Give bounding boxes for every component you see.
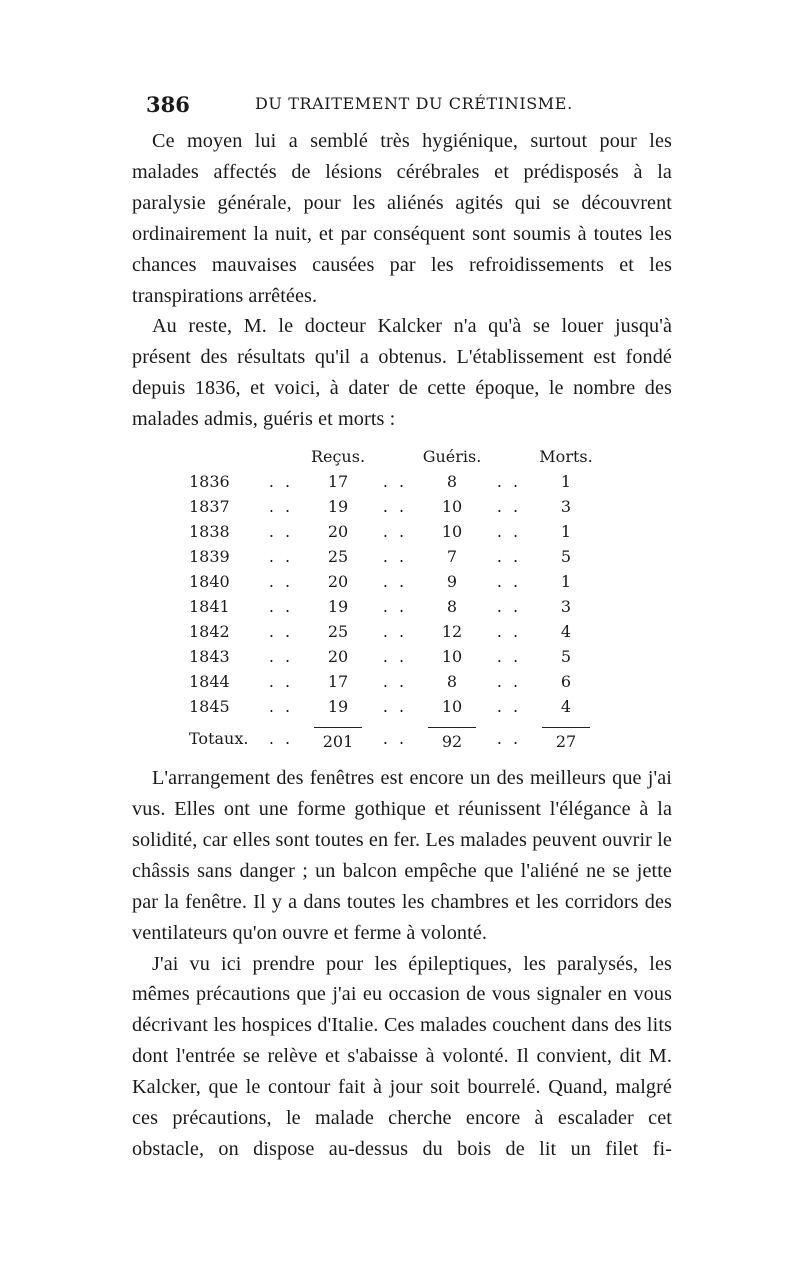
leader-dots: . .: [268, 547, 294, 567]
column-header-recus: Reçus.: [310, 446, 366, 466]
total-morts-cell: [531, 719, 601, 751]
leader-dots: . .: [268, 472, 294, 492]
gueris-value: 8: [446, 597, 458, 617]
year-cell: 1840: [189, 572, 230, 592]
recus-value: 17: [327, 472, 349, 492]
table-row: [189, 669, 601, 694]
leader-dots: . .: [496, 729, 522, 749]
running-title: DU TRAITEMENT DU CRÉTINISME.: [255, 94, 573, 113]
table-row: [189, 694, 601, 719]
page-body: [132, 126, 672, 1165]
leader-dots: . .: [382, 547, 408, 567]
recus-value: 17: [327, 672, 349, 692]
paragraph: Ce moyen lui a semblé très hygiénique, surtout pour les malades affectés de lésions cérébrales et prédisposés à la paralysie générale, pour les aliénés agités qui se découvrent ordinairement la nuit, et par conséquent sont soumis à toutes les chances mauvaises causées par les refroidissements et les transpirations arrêtées.: [132, 130, 672, 307]
leader-dots: . .: [382, 522, 408, 542]
table-row: [189, 469, 601, 494]
page-number: 386: [146, 92, 190, 117]
total-gueris-cell: [417, 719, 487, 751]
recus-value: 25: [327, 622, 349, 642]
year-cell: 1841: [189, 597, 230, 617]
year-cell: 1843: [189, 647, 230, 667]
recus-value: 20: [327, 522, 349, 542]
gueris-value-cell: [417, 544, 487, 569]
recus-value-cell: [303, 544, 373, 569]
gueris-value-cell: [417, 469, 487, 494]
recus-value-cell: [303, 694, 373, 719]
gueris-value-cell: [417, 494, 487, 519]
total-gueris: 92: [428, 727, 476, 751]
gueris-value: 10: [441, 522, 463, 542]
recus-value-cell: [303, 594, 373, 619]
morts-value-cell: [531, 569, 601, 594]
gueris-value-cell: [417, 619, 487, 644]
gueris-value-cell: [417, 569, 487, 594]
morts-value-cell: [531, 469, 601, 494]
gueris-value-cell: [417, 669, 487, 694]
gueris-value-cell: [417, 519, 487, 544]
total-recus-cell: [303, 719, 373, 751]
leader-dots: . .: [382, 572, 408, 592]
table-row: [189, 569, 601, 594]
gueris-value-cell: [417, 644, 487, 669]
year-cell: 1844: [189, 672, 230, 692]
leader-dots: . .: [382, 697, 408, 717]
gueris-value: 8: [446, 672, 458, 692]
total-recus: 201: [314, 727, 362, 751]
year-cell: 1845: [189, 697, 230, 717]
table-body: [189, 469, 601, 751]
leader-dots: . .: [268, 572, 294, 592]
year-cell: 1837: [189, 497, 230, 517]
paragraph: Au reste, M. le docteur Kalcker n'a qu'à se louer jusqu'à présent des résultats qu'il a obtenus. L'établissement est fondé depuis 1836, et voici, à dater de cette époque, le nombre des malades admis, guéris et morts :: [132, 315, 672, 431]
leader-dots: . .: [382, 729, 408, 749]
leader-dots: . .: [496, 472, 522, 492]
statistics-table: [189, 443, 601, 751]
morts-value: 5: [560, 547, 572, 567]
total-label: Totaux.: [189, 729, 249, 749]
column-header-morts: Morts.: [539, 446, 593, 466]
gueris-value: 9: [446, 572, 458, 592]
total-row: [189, 719, 601, 751]
column-header-gueris: Guéris.: [422, 446, 482, 466]
table-row: [189, 494, 601, 519]
leader-dots: . .: [382, 597, 408, 617]
leader-dots: . .: [268, 729, 294, 749]
leader-dots: . .: [496, 497, 522, 517]
morts-value: 3: [560, 597, 572, 617]
paragraph: J'ai vu ici prendre pour les épileptiques, les paralysés, les mêmes précautions que j'ai eu occasion de vous signaler en vous décrivant les hospices d'Italie. Ces malades couchent dans des lits dont l'entrée se relève et s'abaisse à volonté. Il convient, dit M. Kalcker, que le contour fait à jour soit bourrelé. Quand, malgré ces précautions, le malade cherche encore à escalader cet obstacle, on dispose au-dessus du bois de lit un filet fi-: [132, 952, 672, 1160]
recus-value: 20: [327, 572, 349, 592]
gueris-value: 10: [441, 497, 463, 517]
leader-dots: . .: [382, 622, 408, 642]
leader-dots: . .: [382, 672, 408, 692]
gueris-value: 7: [446, 547, 458, 567]
morts-value: 1: [560, 472, 572, 492]
table-row: [189, 594, 601, 619]
gueris-value: 8: [446, 472, 458, 492]
morts-value: 6: [560, 672, 572, 692]
statistics-table-wrap: [132, 443, 672, 753]
year-cell: 1838: [189, 522, 230, 542]
gueris-value: 10: [441, 647, 463, 667]
recus-value: 19: [327, 697, 349, 717]
gueris-value: 12: [441, 622, 463, 642]
recus-value: 20: [327, 647, 349, 667]
leader-dots: . .: [382, 497, 408, 517]
gueris-value-cell: [417, 694, 487, 719]
morts-value-cell: [531, 544, 601, 569]
gueris-value-cell: [417, 594, 487, 619]
leader-dots: . .: [268, 697, 294, 717]
table-row: [189, 519, 601, 544]
morts-value-cell: [531, 494, 601, 519]
leader-dots: . .: [268, 647, 294, 667]
recus-value-cell: [303, 469, 373, 494]
gueris-value: 10: [441, 697, 463, 717]
leader-dots: . .: [382, 472, 408, 492]
recus-value: 19: [327, 597, 349, 617]
morts-value: 3: [560, 497, 572, 517]
table-row: [189, 644, 601, 669]
recus-value-cell: [303, 494, 373, 519]
year-cell: 1839: [189, 547, 230, 567]
leader-dots: . .: [496, 697, 522, 717]
recus-value-cell: [303, 619, 373, 644]
leader-dots: . .: [496, 597, 522, 617]
morts-value-cell: [531, 669, 601, 694]
leader-dots: . .: [268, 672, 294, 692]
morts-value: 5: [560, 647, 572, 667]
year-cell: 1836: [189, 472, 230, 492]
morts-value: 1: [560, 572, 572, 592]
leader-dots: . .: [496, 647, 522, 667]
recus-value: 25: [327, 547, 349, 567]
morts-value-cell: [531, 694, 601, 719]
year-cell: 1842: [189, 622, 230, 642]
morts-value-cell: [531, 619, 601, 644]
morts-value-cell: [531, 644, 601, 669]
total-morts: 27: [542, 727, 590, 751]
morts-value: 4: [560, 622, 572, 642]
recus-value-cell: [303, 644, 373, 669]
table-row: [189, 619, 601, 644]
morts-value-cell: [531, 594, 601, 619]
morts-value-cell: [531, 519, 601, 544]
page-header: [0, 92, 800, 124]
table-row: [189, 544, 601, 569]
leader-dots: . .: [496, 622, 522, 642]
morts-value: 4: [560, 697, 572, 717]
leader-dots: . .: [496, 522, 522, 542]
leader-dots: . .: [268, 622, 294, 642]
recus-value: 19: [327, 497, 349, 517]
recus-value-cell: [303, 519, 373, 544]
leader-dots: . .: [268, 522, 294, 542]
recus-value-cell: [303, 569, 373, 594]
leader-dots: . .: [382, 647, 408, 667]
paragraph: L'arrangement des fenêtres est encore un des meilleurs que j'ai vus. Elles ont une forme gothique et réunissent l'élégance à la solidité, car elles sont toutes en fer. Les malades peuvent ouvrir le châssis sans danger ; un balcon empêche que l'aliéné ne se jette par la fenêtre. Il y a dans toutes les chambres et les corridors des ventilateurs qu'on ouvre et ferme à volonté.: [132, 767, 672, 944]
leader-dots: . .: [496, 547, 522, 567]
leader-dots: . .: [268, 497, 294, 517]
recus-value-cell: [303, 669, 373, 694]
leader-dots: . .: [496, 672, 522, 692]
morts-value: 1: [560, 522, 572, 542]
table-header-row: [189, 443, 601, 469]
leader-dots: . .: [496, 572, 522, 592]
leader-dots: . .: [268, 597, 294, 617]
